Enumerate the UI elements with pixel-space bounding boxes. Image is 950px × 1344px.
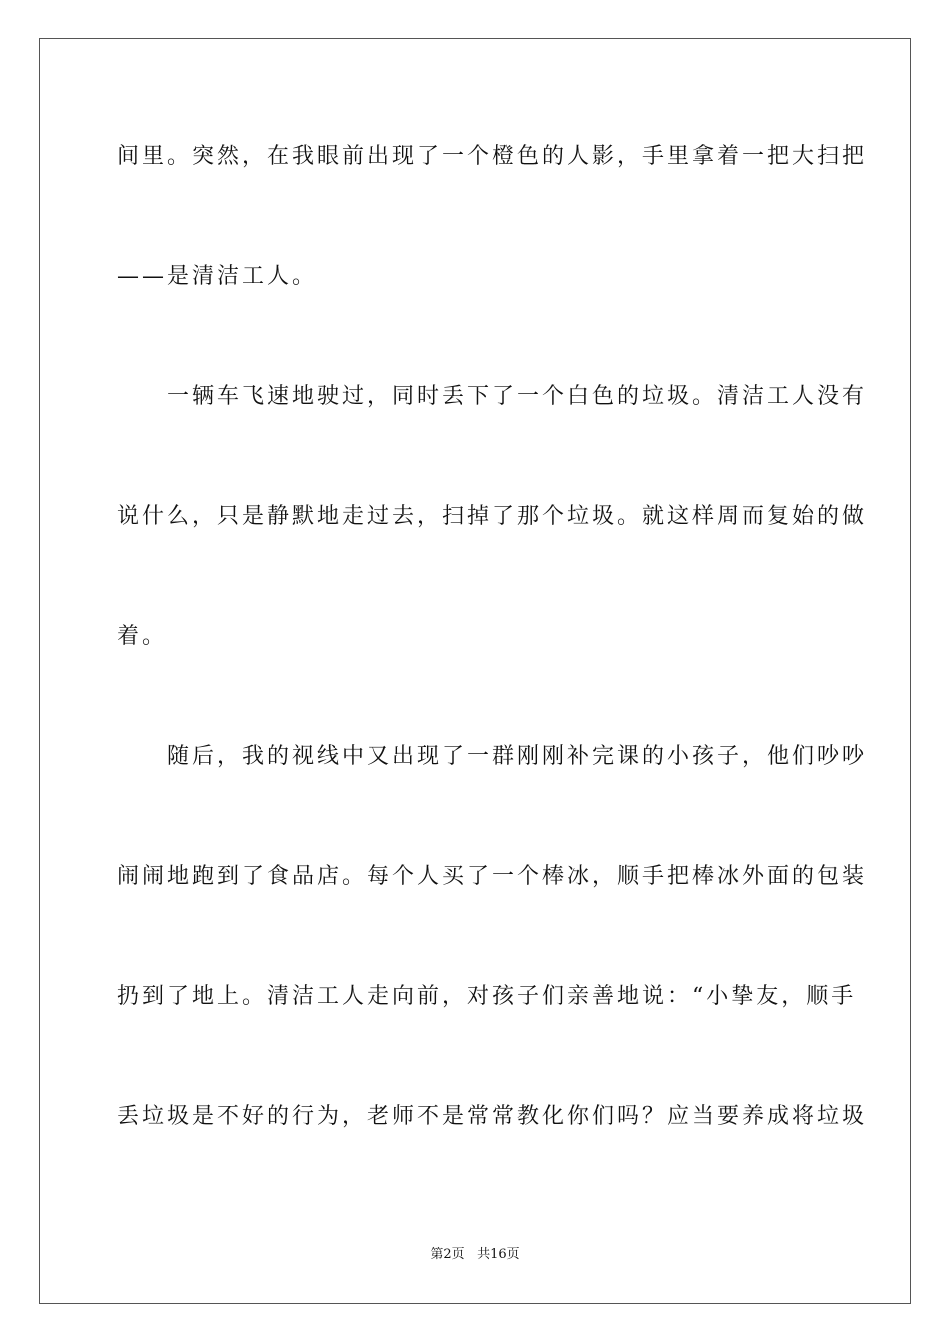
text-line: 丢垃圾是不好的行为，老师不是常常教化你们吗？应当要养成将垃圾 <box>117 1104 868 1129</box>
page-number: 第2页 <box>430 1247 465 1262</box>
text-line: 间里。突然，在我眼前出现了一个橙色的人影，手里拿着一把大扫把 <box>117 144 868 169</box>
page-footer <box>0 1243 950 1262</box>
text-line: 说什么，只是静默地走过去，扫掉了那个垃圾。就这样周而复始的做 <box>117 504 868 529</box>
text-line: ——是清洁工人。 <box>117 264 318 289</box>
text-line: 一辆车飞速地驶过，同时丢下了一个白色的垃圾。清洁工人没有 <box>117 384 868 409</box>
text-line: 着。 <box>117 624 168 649</box>
text-line: 随后，我的视线中又出现了一群刚刚补完课的小孩子，他们吵吵 <box>117 744 868 769</box>
text-line: 闹闹地跑到了食品店。每个人买了一个棒冰，顺手把棒冰外面的包装 <box>117 864 868 889</box>
page-total: 共16页 <box>477 1247 520 1262</box>
text-line: 扔到了地上。清洁工人走向前，对孩子们亲善地说：“小挚友，顺手 <box>117 984 857 1009</box>
